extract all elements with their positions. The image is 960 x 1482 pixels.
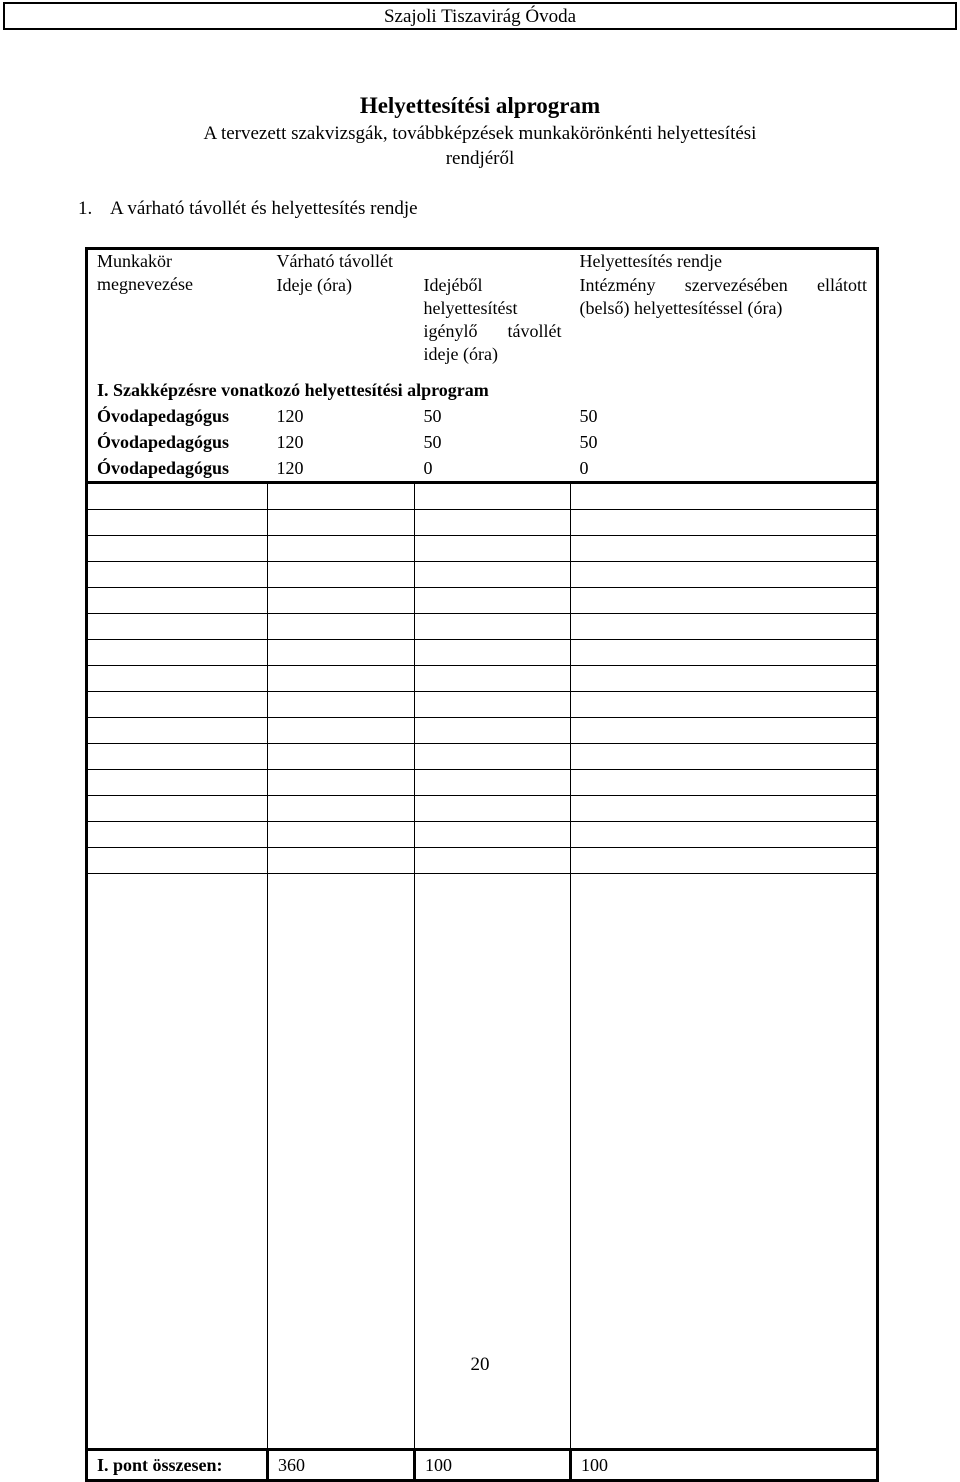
col-header-needs-substitution: Idejéből helyettesítést igénylő távollét ideje (óra) <box>423 275 562 364</box>
empty-cell <box>571 848 878 874</box>
empty-row <box>87 536 878 562</box>
empty-cell <box>415 692 571 718</box>
empty-cell <box>268 770 415 796</box>
empty-cell <box>87 666 268 692</box>
cell-role: Óvodapedagógus <box>87 455 268 483</box>
empty-cell <box>268 848 415 874</box>
empty-cell <box>268 796 415 822</box>
empty-cell <box>87 848 268 874</box>
empty-cell <box>268 666 415 692</box>
total-needs-sub: 100 <box>415 1450 571 1481</box>
empty-cell <box>415 640 571 666</box>
empty-cell <box>571 770 878 796</box>
cell-hours: 120 <box>276 406 304 426</box>
cell-needs-sub: 50 <box>423 406 442 426</box>
empty-cell <box>87 770 268 796</box>
empty-row <box>87 822 878 848</box>
empty-cell <box>268 692 415 718</box>
empty-cell <box>268 510 415 536</box>
empty-cell <box>571 614 878 640</box>
group-header-absence: Várható távollét <box>268 249 571 275</box>
empty-cell <box>87 510 268 536</box>
empty-cell <box>268 562 415 588</box>
group-header-substitution: Helyettesítés rendje <box>571 249 878 275</box>
empty-row <box>87 848 878 874</box>
empty-cell <box>268 744 415 770</box>
empty-cell <box>571 718 878 744</box>
empty-cell <box>415 848 571 874</box>
section-heading <box>78 197 418 221</box>
empty-cell <box>268 640 415 666</box>
section-number: 1. <box>78 198 93 219</box>
cell-role: Óvodapedagógus <box>87 403 268 429</box>
empty-row <box>87 483 878 510</box>
empty-cell <box>87 562 268 588</box>
empty-cell <box>415 510 571 536</box>
empty-row <box>87 588 878 614</box>
program-subheading: I. Szakképzésre vonatkozó helyettesítési alprogram <box>87 379 878 403</box>
empty-cell <box>268 536 415 562</box>
empty-cell <box>268 483 415 510</box>
cell-role: Óvodapedagógus <box>87 429 268 455</box>
empty-cell <box>268 822 415 848</box>
empty-cell <box>571 744 878 770</box>
total-hours: 360 <box>268 1450 415 1481</box>
cell-needs-sub: 50 <box>423 432 442 452</box>
empty-cell <box>87 614 268 640</box>
table-row <box>87 429 878 455</box>
col-header-role <box>87 249 268 380</box>
institution-name: Szajoli Tiszavirág Óvoda <box>383 6 577 27</box>
cell-needs-sub: 0 <box>423 458 433 478</box>
substitution-table <box>85 247 879 1482</box>
empty-cell <box>415 744 571 770</box>
empty-cell <box>571 692 878 718</box>
table-row <box>87 455 878 483</box>
empty-row <box>87 770 878 796</box>
running-header <box>3 2 957 30</box>
col-header-internal: Intézmény szervezésében ellátott (belső) helyettesítéssel (óra) <box>571 274 878 379</box>
empty-cell <box>415 770 571 796</box>
subheading-row <box>87 379 878 403</box>
cell-internal: 50 <box>571 429 878 455</box>
empty-cell <box>415 614 571 640</box>
empty-cell <box>571 483 878 510</box>
table-row <box>87 403 878 429</box>
section-title: A várható távollét és helyettesítés rendje <box>110 198 418 219</box>
cell-internal: 50 <box>571 403 878 429</box>
empty-cell <box>571 588 878 614</box>
empty-cell <box>415 536 571 562</box>
empty-row <box>87 510 878 536</box>
total-internal: 100 <box>571 1450 878 1481</box>
empty-cell <box>571 510 878 536</box>
empty-cell <box>87 822 268 848</box>
empty-row <box>87 666 878 692</box>
col-header-role-line2: megnevezése <box>97 274 193 294</box>
empty-row <box>87 796 878 822</box>
total-label: I. pont összesen: <box>87 1450 268 1481</box>
page-title: Helyettesítési alprogram <box>359 93 601 118</box>
page-number: 20 <box>470 1354 490 1375</box>
empty-cell <box>571 666 878 692</box>
empty-cell <box>571 536 878 562</box>
empty-cell <box>571 796 878 822</box>
cell-hours: 120 <box>276 432 304 452</box>
empty-cell <box>87 718 268 744</box>
header-row-1 <box>87 249 878 275</box>
total-row <box>87 1450 878 1481</box>
empty-cell <box>268 588 415 614</box>
cell-internal: 0 <box>571 455 878 483</box>
empty-cell <box>87 536 268 562</box>
empty-cell <box>571 640 878 666</box>
empty-cell <box>415 666 571 692</box>
empty-cell <box>87 588 268 614</box>
empty-cell <box>415 588 571 614</box>
cell-hours: 120 <box>276 458 304 478</box>
empty-cell <box>415 822 571 848</box>
empty-row <box>87 744 878 770</box>
empty-cell <box>268 718 415 744</box>
empty-cell <box>571 822 878 848</box>
empty-cell <box>415 796 571 822</box>
empty-cell <box>87 692 268 718</box>
empty-cell <box>415 718 571 744</box>
empty-cell <box>87 796 268 822</box>
empty-row <box>87 562 878 588</box>
col-header-role-line1: Munkakör <box>97 251 172 271</box>
empty-cell <box>415 483 571 510</box>
col-header-hours: Ideje (óra) <box>276 275 352 295</box>
empty-row <box>87 692 878 718</box>
empty-cell <box>87 640 268 666</box>
empty-cell <box>415 562 571 588</box>
empty-cell <box>571 562 878 588</box>
empty-row <box>87 640 878 666</box>
page-subtitle: A tervezett szakvizsgák, továbbképzések munkakörönkénti helyettesítési rendjéről <box>203 123 757 169</box>
empty-cell <box>87 744 268 770</box>
empty-cell <box>268 614 415 640</box>
empty-row <box>87 718 878 744</box>
empty-row <box>87 614 878 640</box>
empty-cell <box>87 483 268 510</box>
